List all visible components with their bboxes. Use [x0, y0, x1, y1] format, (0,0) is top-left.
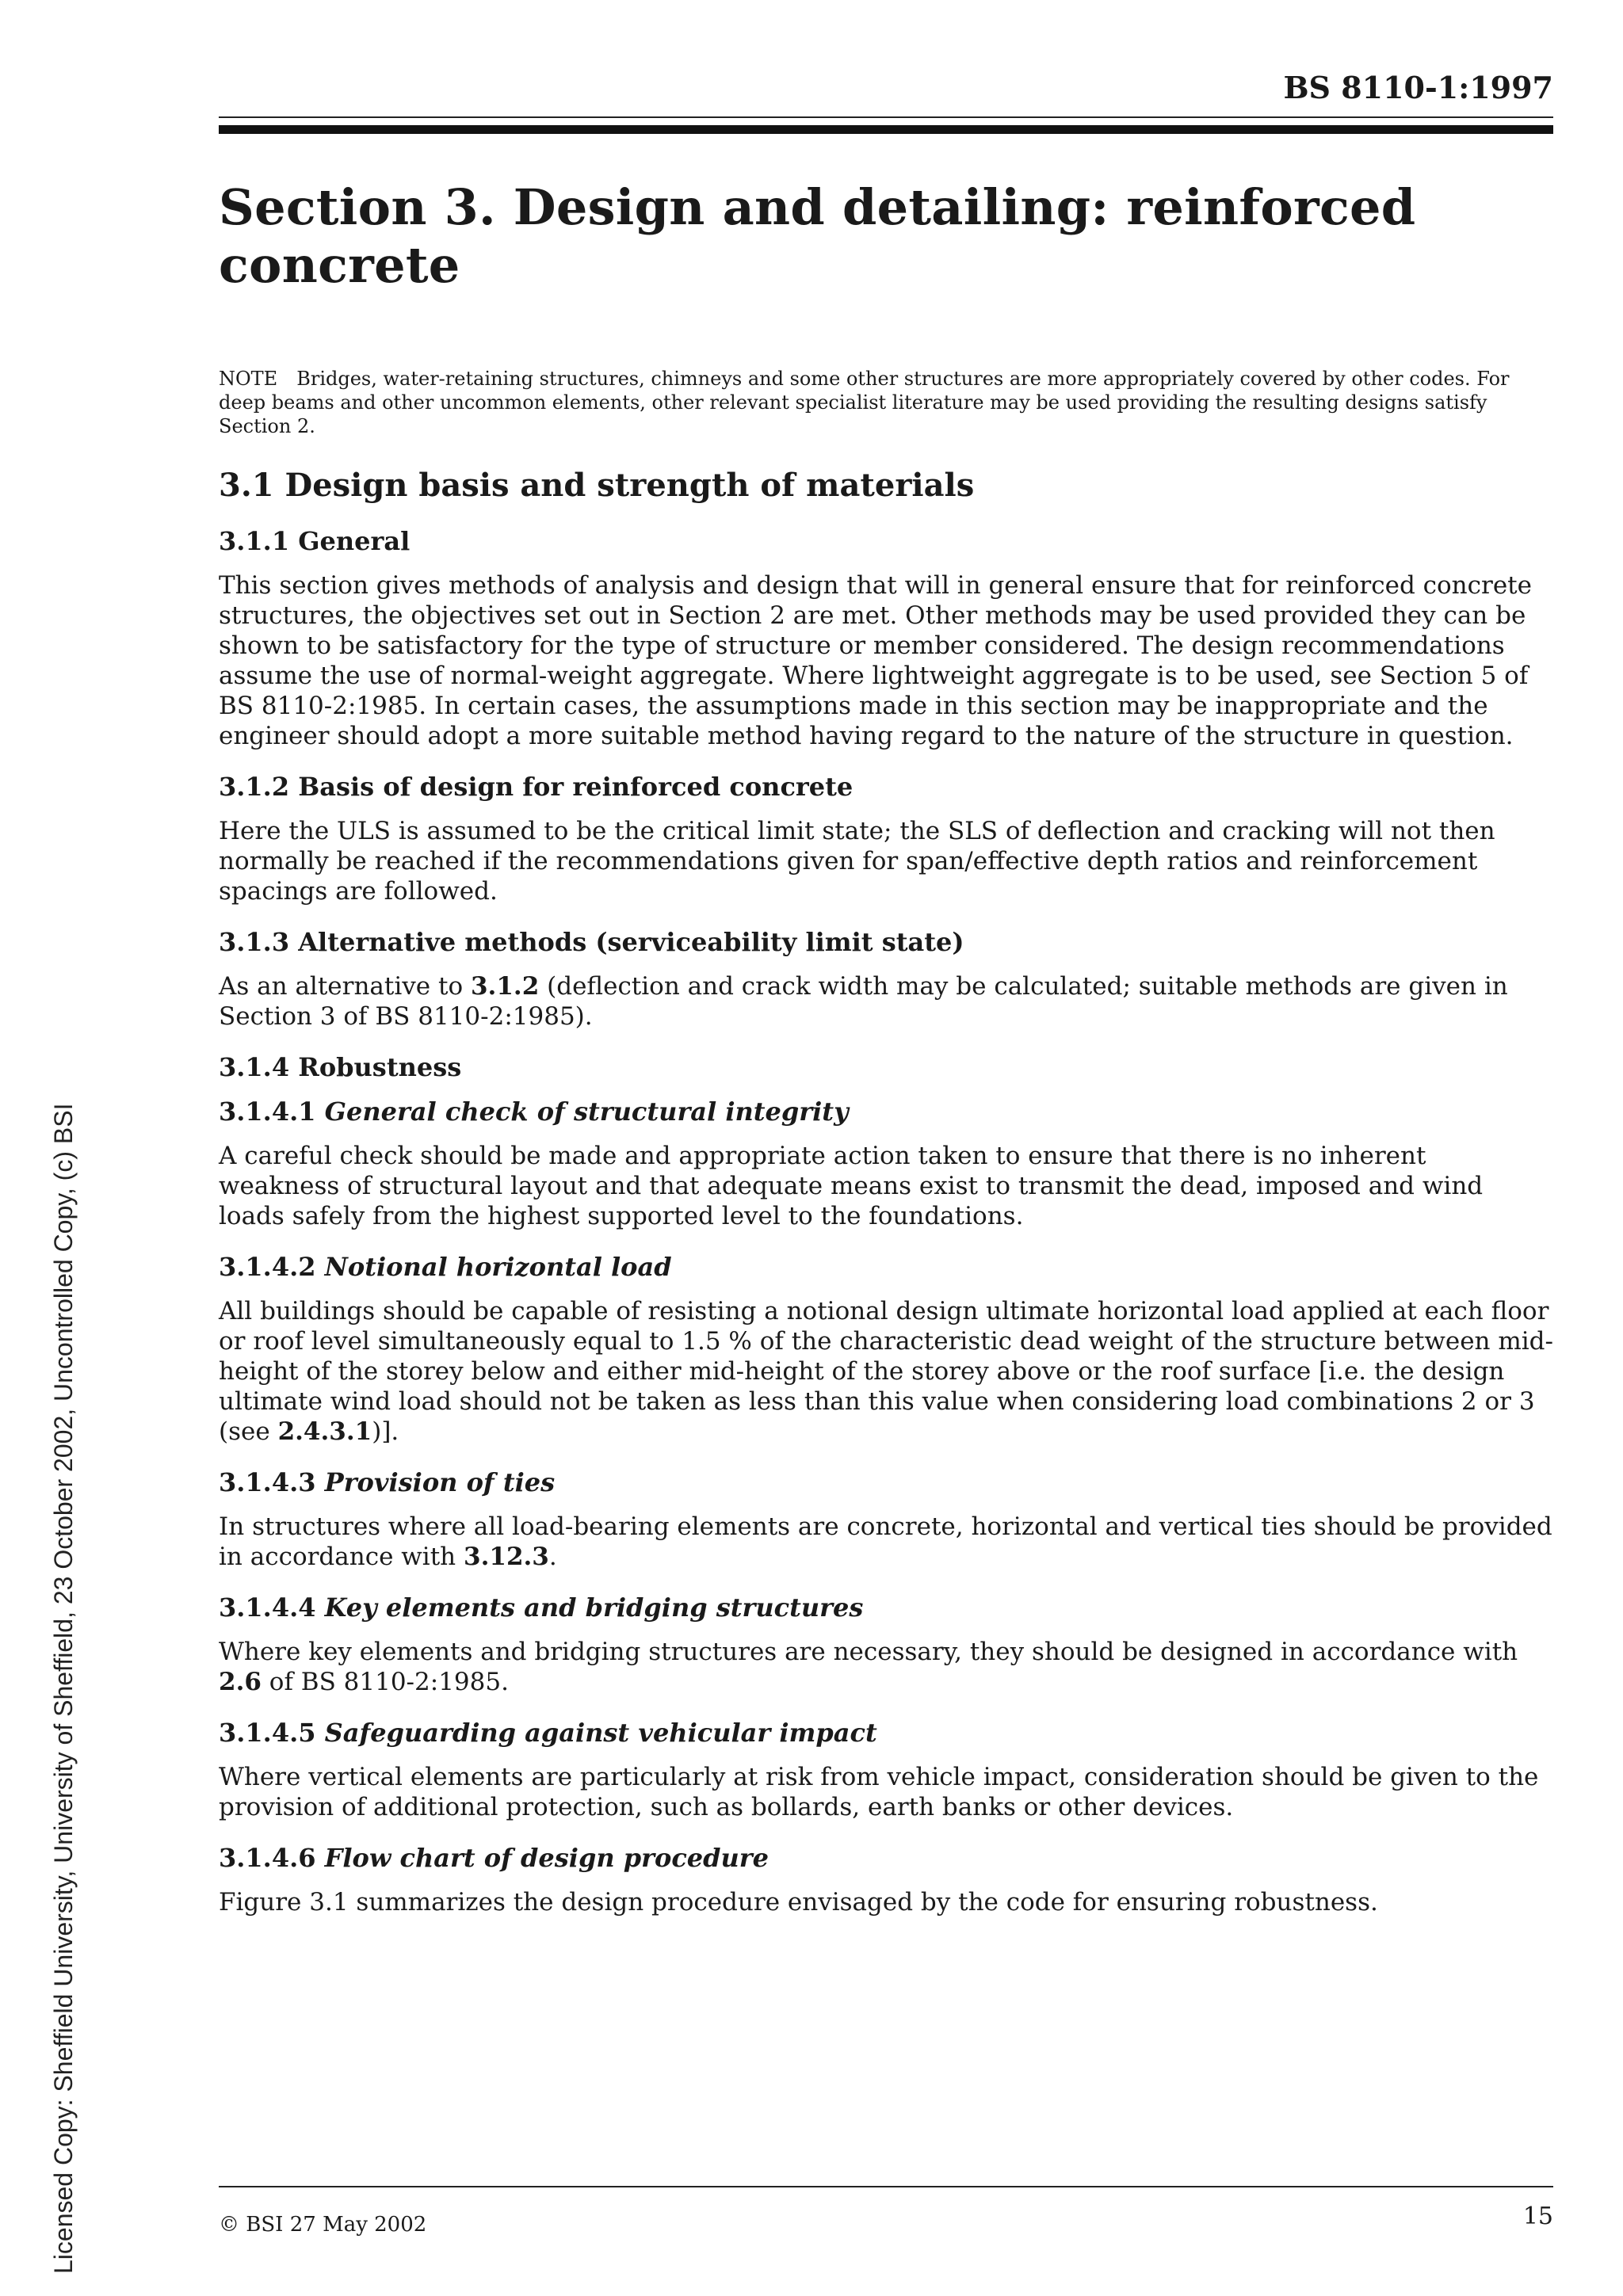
clause-title: Safeguarding against vehicular impact	[324, 1718, 877, 1748]
paragraph-3-1-4-1: A careful check should be made and appropriate action taken to ensure that there is no inherent weakness of structural layout and that adequate means exist to transmit the dead, imposed and wind loads safely from the highest supported level to the foundations.	[219, 1142, 1484, 1230]
heading-3-1-2: 3.1.2 Basis of design for reinforced concrete	[219, 772, 854, 802]
paragraph-3-1-1: This section gives methods of analysis and design that will in general ensure that for reinforced concrete structures, the objectives set out in Section 2 are met. Other methods may be used provided they can be shown to be satisfactory for the type of structure or member considered. The design recommendations assume the use of normal-weight aggregate. Where lightweight aggregate is to be used, see Section 5 of BS 8110-2:1985. In certain cases, the assumptions made in this section may be inappropriate and the engineer should adopt a more suitable method having regard to the nature of the structure in question.	[219, 571, 1532, 750]
text-run: All buildings should be capable of resisting a notional design ultimate horizontal load applied at each floor or roof level simultaneously equal to 1.5 % of the characteristic dead weight of the structure between mid-height of the storey below and either mid-height of the storey above or the roof surface [i.e. the design ultimate wind load should not be taken as less than this value when considering load combinations 2 or 3 (see	[219, 1297, 1554, 1446]
paragraph-3-1-3	[219, 971, 1553, 1032]
heading-3-1-3: 3.1.3 Alternative methods (serviceability limit state)	[219, 927, 964, 957]
note-text: Bridges, water-retaining structures, chimneys and some other structures are more appropriately covered by other codes. For deep beams and other uncommon elements, other relevant specialist literature may be used providing the resulting designs satisfy Section 2.	[219, 368, 1510, 437]
footer-rule	[219, 2186, 1553, 2187]
note-label: NOTE	[219, 368, 278, 390]
clause-reference: 2.6	[219, 1668, 262, 1696]
page-content	[219, 178, 1553, 1938]
clause-title: Key elements and bridging structures	[324, 1592, 864, 1623]
text-run: of BS 8110-2:1985.	[261, 1668, 509, 1696]
clause-number: 3.1.4.3	[219, 1467, 316, 1497]
clause-title: Flow chart of design procedure	[324, 1843, 769, 1873]
header-rule-thin	[219, 116, 1553, 118]
paragraph-3-1-4-4	[219, 1637, 1553, 1697]
text-run: In structures where all load-bearing elements are concrete, horizontal and vertical ties should be provided in accordance with	[219, 1512, 1552, 1571]
clause-reference: 3.12.3	[464, 1543, 549, 1571]
paragraph-3-1-4-6: Figure 3.1 summarizes the design procedure envisaged by the code for ensuring robustness.	[219, 1888, 1378, 1917]
heading-3-1-4: 3.1.4 Robustness	[219, 1052, 462, 1082]
standard-code-header: BS 8110-1:1997	[1283, 70, 1553, 105]
license-watermark: Licensed Copy: Sheffield University, University of Sheffield, 23 October 2002, Uncontrolled Copy, (c) BSI	[49, 1103, 78, 2274]
header-rule-thick	[219, 125, 1553, 134]
heading-3-1-4-3	[219, 1467, 1553, 1497]
clause-title: Notional horizontal load	[324, 1252, 672, 1282]
clause-number: 3.1.4.1	[219, 1097, 316, 1127]
clause-number: 3.1.4.4	[219, 1592, 316, 1623]
clause-number: 3.1.4.5	[219, 1718, 316, 1748]
clause-title: General check of structural integrity	[324, 1097, 849, 1127]
heading-3-1-4-6	[219, 1843, 1553, 1873]
heading-3-1: 3.1 Design basis and strength of materials	[219, 467, 975, 504]
clause-reference: 3.1.2	[470, 972, 540, 1001]
note-paragraph	[219, 367, 1553, 438]
paragraph-3-1-4-2	[219, 1296, 1553, 1447]
paragraph-3-1-2: Here the ULS is assumed to be the critical limit state; the SLS of deflection and cracking will not then normally be reached if the recommendations given for span/effective depth ratios and reinforcement spacings are followed.	[219, 817, 1495, 906]
text-run: )].	[372, 1417, 399, 1446]
text-run: As an alternative to	[219, 972, 471, 1001]
text-run: .	[548, 1543, 557, 1571]
footer-copyright: © BSI 27 May 2002	[219, 2213, 427, 2237]
paragraph-3-1-4-3	[219, 1512, 1553, 1572]
text-run: Where key elements and bridging structures are necessary, they should be designed in accordance with	[219, 1638, 1518, 1666]
clause-number: 3.1.4.2	[219, 1252, 316, 1282]
text-run: (deflection and crack width may be calculated; suitable methods are given in Section 3 of BS 8110-2:1985).	[219, 972, 1508, 1031]
section-title: Section 3. Design and detailing: reinforced concrete	[219, 178, 1416, 294]
paragraph-3-1-4-5: Where vertical elements are particularly at risk from vehicle impact, consideration should be given to the provision of additional protection, such as bollards, earth banks or other devices.	[219, 1763, 1539, 1821]
heading-3-1-1: 3.1.1 General	[219, 526, 411, 556]
clause-reference: 2.4.3.1	[277, 1417, 372, 1446]
heading-3-1-4-2	[219, 1252, 1553, 1282]
heading-3-1-4-5	[219, 1718, 1553, 1748]
clause-title: Provision of ties	[324, 1467, 556, 1497]
heading-3-1-4-1	[219, 1097, 1553, 1127]
clause-number: 3.1.4.6	[219, 1843, 316, 1873]
page-number: 15	[1522, 2203, 1553, 2230]
heading-3-1-4-4	[219, 1592, 1553, 1623]
